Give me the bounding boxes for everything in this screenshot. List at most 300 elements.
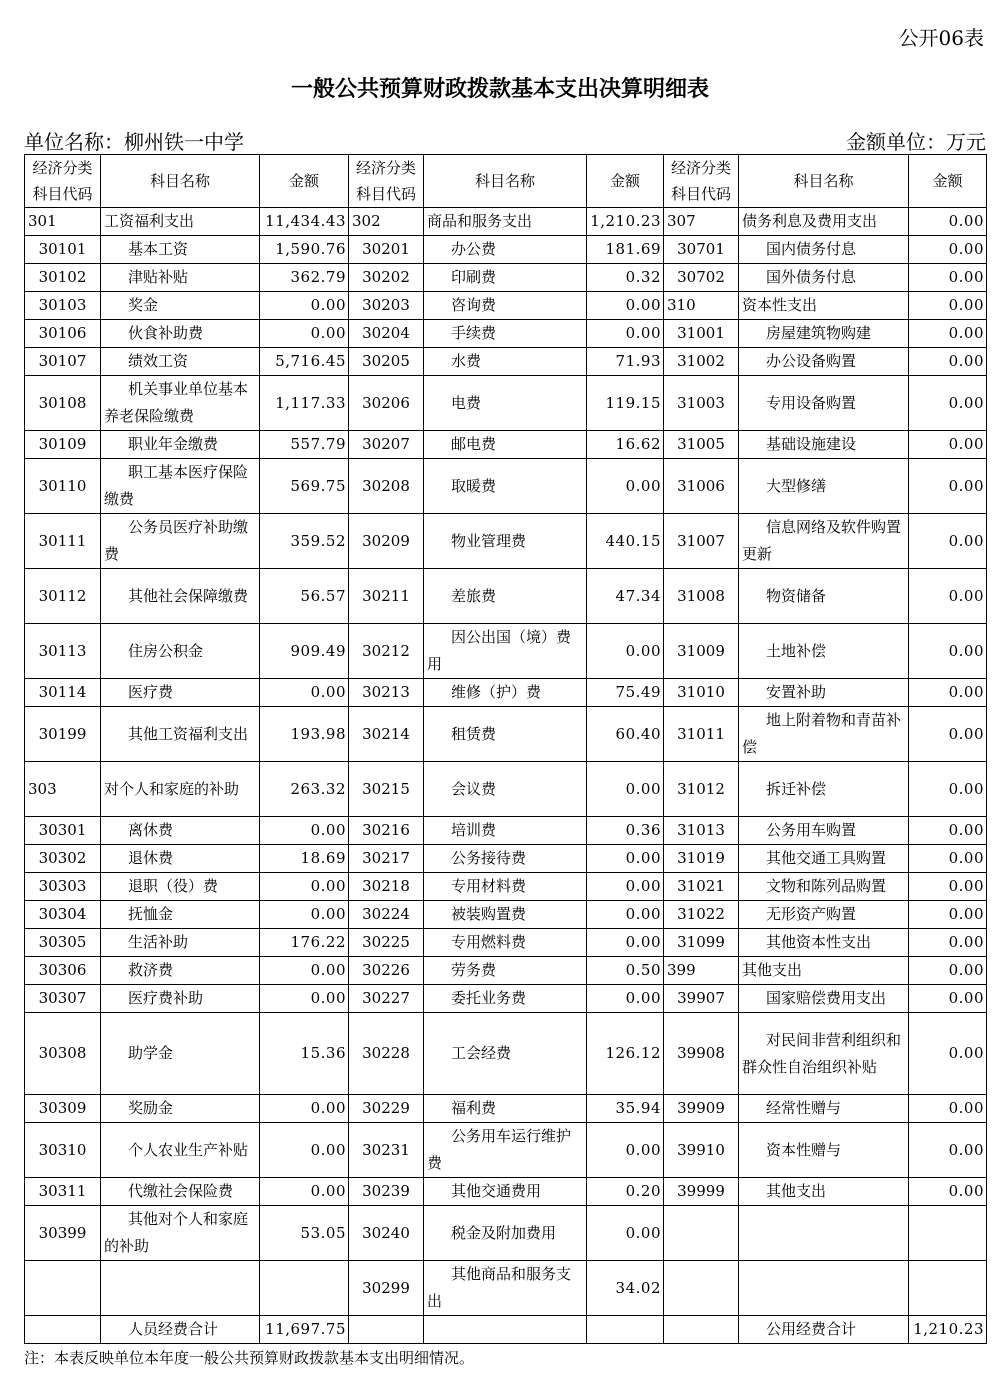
table-row [25,845,987,873]
name-cell-2: 电费 [424,376,587,431]
code-cell-1: 30311 [25,1178,101,1206]
code-cell-2: 30215 [349,762,424,817]
amount-cell-3: 0.00 [909,569,987,624]
name-cell-2: 咨询费 [424,292,587,320]
amount-cell-3: 0.00 [909,1123,987,1178]
amount-cell-3: 0.00 [909,459,987,514]
name-cell-1: 奖励金 [101,1095,260,1123]
name-cell-2: 会议费 [424,762,587,817]
table-row [25,929,987,957]
code-cell-2: 30227 [349,985,424,1013]
code-cell-3: 30701 [664,236,739,264]
table-row [25,236,987,264]
table-row [25,957,987,985]
empty-cell [25,1316,101,1344]
header-name-2: 科目名称 [424,155,587,208]
header-code-3: 经济分类科目代码 [664,155,739,208]
code-cell-2: 30240 [349,1206,424,1261]
name-cell-1: 其他工资福利支出 [101,707,260,762]
code-cell-1: 30310 [25,1123,101,1178]
code-cell-1: 30307 [25,985,101,1013]
code-cell-3: 31002 [664,348,739,376]
code-cell-3: 31005 [664,431,739,459]
amount-cell-2: 0.00 [587,292,664,320]
code-cell-2: 30224 [349,901,424,929]
amount-cell-1: 0.00 [260,873,349,901]
code-cell-3: 399 [664,957,739,985]
empty-cell [587,1316,664,1344]
code-cell-3: 39909 [664,1095,739,1123]
amount-cell-1: 362.79 [260,264,349,292]
amount-cell-2: 47.34 [587,569,664,624]
name-cell-2: 公务用车运行维护费 [424,1123,587,1178]
name-cell-3: 无形资产购置 [739,901,909,929]
amount-cell-3: 0.00 [909,817,987,845]
name-cell-1: 工资福利支出 [101,208,260,236]
page-title: 一般公共预算财政拨款基本支出决算明细表 [290,77,709,102]
code-cell-2: 30211 [349,569,424,624]
amount-cell-2: 181.69 [587,236,664,264]
code-cell-2: 30225 [349,929,424,957]
table-row [25,459,987,514]
name-cell-2: 委托业务费 [424,985,587,1013]
code-cell-1 [25,1261,101,1316]
code-cell-2: 30213 [349,679,424,707]
amount-cell-3: 0.00 [909,431,987,459]
name-cell-3: 土地补偿 [739,624,909,679]
amount-cell-2: 1,210.23 [587,208,664,236]
name-cell-1: 代缴社会保险费 [101,1178,260,1206]
code-cell-3: 39907 [664,985,739,1013]
name-cell-1: 退职（役）费 [101,873,260,901]
name-cell-3: 专用设备购置 [739,376,909,431]
amount-cell-2: 440.15 [587,514,664,569]
amount-cell-3: 0.00 [909,707,987,762]
header-amount-2: 金额 [587,155,664,208]
name-cell-2: 税金及附加费用 [424,1206,587,1261]
amount-cell-1: 0.00 [260,1123,349,1178]
name-cell-1: 医疗费补助 [101,985,260,1013]
code-cell-3: 31099 [664,929,739,957]
name-cell-1: 奖金 [101,292,260,320]
name-cell-1: 离休费 [101,817,260,845]
name-cell-3 [739,1261,909,1316]
amount-cell-1: 0.00 [260,1178,349,1206]
table-row [25,762,987,817]
amount-cell-3: 0.00 [909,679,987,707]
code-cell-1: 30199 [25,707,101,762]
table-body [25,208,987,1344]
code-cell-1: 30103 [25,292,101,320]
header-code-1: 经济分类科目代码 [25,155,101,208]
amount-cell-1: 0.00 [260,985,349,1013]
name-cell-3: 信息网络及软件购置更新 [739,514,909,569]
code-cell-3: 31006 [664,459,739,514]
name-cell-2: 印刷费 [424,264,587,292]
name-cell-2: 取暖费 [424,459,587,514]
code-cell-3 [664,1206,739,1261]
code-cell-3: 31021 [664,873,739,901]
amount-cell-2: 0.00 [587,845,664,873]
name-cell-2: 办公费 [424,236,587,264]
amount-cell-2: 0.00 [587,929,664,957]
table-row [25,707,987,762]
amount-cell-3: 0.00 [909,1178,987,1206]
amount-cell-2: 0.00 [587,624,664,679]
code-cell-1: 30109 [25,431,101,459]
amount-cell-1: 0.00 [260,817,349,845]
name-cell-1: 津贴补贴 [101,264,260,292]
name-cell-1: 对个人和家庭的补助 [101,762,260,817]
code-cell-3: 307 [664,208,739,236]
code-cell-2: 30204 [349,320,424,348]
code-cell-3: 39999 [664,1178,739,1206]
amount-cell-1 [260,1261,349,1316]
header-name-1: 科目名称 [101,155,260,208]
name-cell-2: 商品和服务支出 [424,208,587,236]
amount-cell-3: 0.00 [909,1095,987,1123]
name-cell-3: 资本性支出 [739,292,909,320]
code-cell-2: 30206 [349,376,424,431]
table-row [25,1123,987,1178]
name-cell-1: 绩效工资 [101,348,260,376]
table-row [25,431,987,459]
code-cell-1: 30101 [25,236,101,264]
name-cell-1: 其他社会保障缴费 [101,569,260,624]
code-cell-2: 30216 [349,817,424,845]
name-cell-3: 物资储备 [739,569,909,624]
name-cell-1: 助学金 [101,1013,260,1095]
name-cell-1: 住房公积金 [101,624,260,679]
code-cell-1: 30106 [25,320,101,348]
table-row [25,292,987,320]
amount-cell-1: 11,434.43 [260,208,349,236]
code-cell-1: 30309 [25,1095,101,1123]
name-cell-3: 其他支出 [739,957,909,985]
amount-cell-2: 71.93 [587,348,664,376]
name-cell-2: 其他交通费用 [424,1178,587,1206]
amount-cell-2: 0.00 [587,873,664,901]
table-row [25,985,987,1013]
name-cell-3: 安置补助 [739,679,909,707]
amount-cell-3: 0.00 [909,845,987,873]
amount-cell-3: 0.00 [909,901,987,929]
table-row [25,1013,987,1095]
amount-cell-2: 0.00 [587,1123,664,1178]
name-cell-1: 公务员医疗补助缴费 [101,514,260,569]
amount-cell-3: 0.00 [909,514,987,569]
table-row [25,679,987,707]
table-row [25,320,987,348]
code-cell-3: 31013 [664,817,739,845]
table-row [25,208,987,236]
header-amount-1: 金额 [260,155,349,208]
code-cell-2: 30202 [349,264,424,292]
code-cell-2: 30208 [349,459,424,514]
name-cell-3: 基础设施建设 [739,431,909,459]
empty-cell [664,1316,739,1344]
code-cell-3 [664,1261,739,1316]
name-cell-3: 其他支出 [739,1178,909,1206]
amount-cell-2: 0.20 [587,1178,664,1206]
personnel-total-value: 11,697.75 [260,1316,349,1344]
amount-cell-2: 0.32 [587,264,664,292]
amount-cell-2: 0.00 [587,320,664,348]
name-cell-2: 劳务费 [424,957,587,985]
code-cell-2: 30217 [349,845,424,873]
amount-cell-3: 0.00 [909,1013,987,1095]
amount-cell-2: 0.50 [587,957,664,985]
code-cell-2: 30214 [349,707,424,762]
table-row [25,348,987,376]
amount-cell-1: 0.00 [260,901,349,929]
code-cell-2: 30218 [349,873,424,901]
name-cell-2: 培训费 [424,817,587,845]
amount-cell-1: 0.00 [260,1095,349,1123]
amount-unit: 金额单位：万元 [846,130,986,154]
amount-cell-3: 0.00 [909,376,987,431]
amount-cell-1: 193.98 [260,707,349,762]
table-row [25,376,987,431]
name-cell-3: 经常性赠与 [739,1095,909,1123]
code-cell-1: 30113 [25,624,101,679]
amount-cell-2: 34.02 [587,1261,664,1316]
name-cell-2: 被装购置费 [424,901,587,929]
name-cell-2: 因公出国（境）费用 [424,624,587,679]
amount-cell-1: 359.52 [260,514,349,569]
code-cell-1: 30305 [25,929,101,957]
name-cell-3 [739,1206,909,1261]
code-cell-3: 310 [664,292,739,320]
name-cell-3: 资本性赠与 [739,1123,909,1178]
code-cell-2: 30226 [349,957,424,985]
code-cell-3: 31012 [664,762,739,817]
table-row [25,1206,987,1261]
amount-cell-2: 60.40 [587,707,664,762]
code-cell-2: 30239 [349,1178,424,1206]
name-cell-2: 工会经费 [424,1013,587,1095]
amount-cell-3: 0.00 [909,236,987,264]
name-cell-3: 其他交通工具购置 [739,845,909,873]
amount-cell-3: 0.00 [909,985,987,1013]
code-cell-3: 31001 [664,320,739,348]
amount-cell-3: 0.00 [909,762,987,817]
code-cell-2: 30209 [349,514,424,569]
code-cell-2: 30201 [349,236,424,264]
code-cell-3: 31011 [664,707,739,762]
code-cell-1: 30112 [25,569,101,624]
totals-row [25,1316,987,1344]
code-cell-1: 301 [25,208,101,236]
unit-name: 单位名称：柳州铁一中学 [24,130,244,154]
amount-cell-3: 0.00 [909,957,987,985]
code-cell-2: 30205 [349,348,424,376]
amount-cell-3: 0.00 [909,292,987,320]
amount-cell-1: 56.57 [260,569,349,624]
amount-cell-3: 0.00 [909,624,987,679]
table-row [25,624,987,679]
code-cell-1: 30303 [25,873,101,901]
public-total-label: 公用经费合计 [739,1316,909,1344]
amount-cell-1: 1,117.33 [260,376,349,431]
name-cell-2: 邮电费 [424,431,587,459]
code-cell-3: 31009 [664,624,739,679]
code-cell-2: 30228 [349,1013,424,1095]
public-total-value: 1,210.23 [909,1316,987,1344]
code-cell-3: 39910 [664,1123,739,1178]
name-cell-1: 伙食补助费 [101,320,260,348]
amount-cell-2: 0.00 [587,1206,664,1261]
name-cell-1 [101,1261,260,1316]
amount-cell-2: 35.94 [587,1095,664,1123]
name-cell-3: 对民间非营利组织和群众性自治组织补贴 [739,1013,909,1095]
header-code-2: 经济分类科目代码 [349,155,424,208]
amount-cell-2: 0.00 [587,459,664,514]
amount-cell-1: 909.49 [260,624,349,679]
name-cell-3: 国外债务付息 [739,264,909,292]
name-cell-2: 物业管理费 [424,514,587,569]
code-cell-2: 30203 [349,292,424,320]
amount-cell-1: 15.36 [260,1013,349,1095]
code-cell-3: 31008 [664,569,739,624]
name-cell-2: 差旅费 [424,569,587,624]
amount-cell-3: 0.00 [909,929,987,957]
code-cell-1: 30399 [25,1206,101,1261]
amount-cell-1: 0.00 [260,320,349,348]
amount-cell-1: 18.69 [260,845,349,873]
code-cell-1: 30306 [25,957,101,985]
name-cell-3: 文物和陈列品购置 [739,873,909,901]
amount-cell-1: 0.00 [260,957,349,985]
header-amount-3: 金额 [909,155,987,208]
code-cell-2: 302 [349,208,424,236]
name-cell-1: 生活补助 [101,929,260,957]
amount-cell-3: 0.00 [909,320,987,348]
name-cell-1: 基本工资 [101,236,260,264]
name-cell-3: 其他资本性支出 [739,929,909,957]
personnel-total-label: 人员经费合计 [101,1316,260,1344]
name-cell-3: 国内债务付息 [739,236,909,264]
code-cell-1: 30301 [25,817,101,845]
amount-cell-3: 0.00 [909,264,987,292]
amount-cell-3 [909,1206,987,1261]
amount-cell-2: 0.00 [587,985,664,1013]
name-cell-2: 其他商品和服务支出 [424,1261,587,1316]
amount-cell-2: 16.62 [587,431,664,459]
name-cell-3: 债务利息及费用支出 [739,208,909,236]
empty-cell [424,1316,587,1344]
code-cell-2: 30299 [349,1261,424,1316]
amount-cell-3 [909,1261,987,1316]
code-cell-1: 30107 [25,348,101,376]
name-cell-1: 个人农业生产补贴 [101,1123,260,1178]
table-row [25,1095,987,1123]
name-cell-3: 房屋建筑物购建 [739,320,909,348]
amount-cell-1: 557.79 [260,431,349,459]
name-cell-3: 大型修缮 [739,459,909,514]
amount-cell-3: 0.00 [909,208,987,236]
code-cell-3: 31022 [664,901,739,929]
table-row [25,873,987,901]
table-row [25,514,987,569]
table-row [25,1261,987,1316]
code-cell-1: 30111 [25,514,101,569]
name-cell-1: 救济费 [101,957,260,985]
table-row [25,569,987,624]
amount-cell-1: 569.75 [260,459,349,514]
name-cell-1: 职工基本医疗保险缴费 [101,459,260,514]
name-cell-2: 水费 [424,348,587,376]
amount-cell-1: 5,716.45 [260,348,349,376]
amount-cell-1: 176.22 [260,929,349,957]
name-cell-1: 其他对个人和家庭的补助 [101,1206,260,1261]
name-cell-2: 福利费 [424,1095,587,1123]
amount-cell-1: 263.32 [260,762,349,817]
code-cell-1: 30302 [25,845,101,873]
code-cell-3: 30702 [664,264,739,292]
amount-cell-2: 0.36 [587,817,664,845]
code-cell-2: 30207 [349,431,424,459]
code-cell-2: 30212 [349,624,424,679]
table-note: 注：本表反映单位本年度一般公共预算财政拨款基本支出明细情况。 [24,1349,475,1367]
code-cell-1: 303 [25,762,101,817]
amount-cell-2: 126.12 [587,1013,664,1095]
name-cell-1: 抚恤金 [101,901,260,929]
name-cell-3: 公务用车购置 [739,817,909,845]
expenditure-table [24,154,987,1344]
name-cell-2: 手续费 [424,320,587,348]
code-cell-3: 39908 [664,1013,739,1095]
name-cell-1: 退休费 [101,845,260,873]
name-cell-1: 职业年金缴费 [101,431,260,459]
code-cell-3: 31010 [664,679,739,707]
table-row [25,264,987,292]
table-row [25,1178,987,1206]
amount-cell-1: 0.00 [260,679,349,707]
code-cell-3: 31007 [664,514,739,569]
amount-cell-1: 1,590.76 [260,236,349,264]
name-cell-3: 办公设备购置 [739,348,909,376]
table-code-label: 公开06表 [898,26,984,50]
name-cell-1: 医疗费 [101,679,260,707]
name-cell-1: 机关事业单位基本养老保险缴费 [101,376,260,431]
name-cell-3: 地上附着物和青苗补偿 [739,707,909,762]
code-cell-3: 31003 [664,376,739,431]
amount-cell-3: 0.00 [909,348,987,376]
amount-cell-3: 0.00 [909,873,987,901]
code-cell-2: 30231 [349,1123,424,1178]
amount-cell-2: 0.00 [587,762,664,817]
code-cell-2: 30229 [349,1095,424,1123]
name-cell-2: 专用材料费 [424,873,587,901]
name-cell-2: 专用燃料费 [424,929,587,957]
amount-cell-1: 0.00 [260,292,349,320]
code-cell-1: 30102 [25,264,101,292]
table-row [25,817,987,845]
table-row [25,901,987,929]
code-cell-1: 30304 [25,901,101,929]
amount-cell-2: 0.00 [587,901,664,929]
header-name-3: 科目名称 [739,155,909,208]
name-cell-3: 国家赔偿费用支出 [739,985,909,1013]
amount-cell-2: 75.49 [587,679,664,707]
name-cell-2: 维修（护）费 [424,679,587,707]
name-cell-2: 租赁费 [424,707,587,762]
table-header [25,155,987,208]
code-cell-1: 30114 [25,679,101,707]
amount-cell-1: 53.05 [260,1206,349,1261]
amount-cell-2: 119.15 [587,376,664,431]
